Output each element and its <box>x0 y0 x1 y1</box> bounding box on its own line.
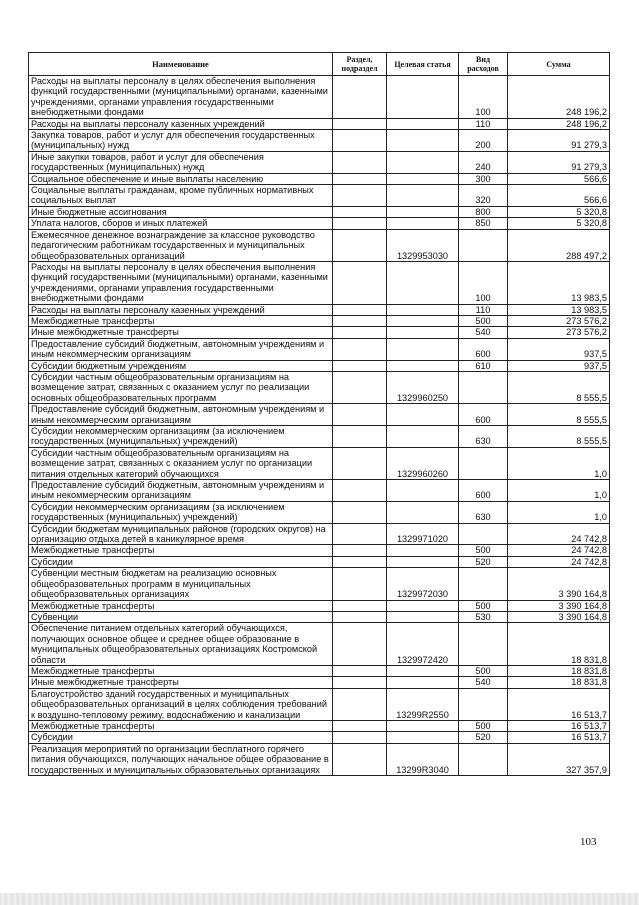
table-header-row <box>29 53 610 76</box>
cell-name: Социальные выплаты гражданам, кроме публичных нормативных социальных выплат <box>29 185 333 207</box>
cell-type: 540 <box>459 327 508 338</box>
cell-type: 520 <box>459 556 508 567</box>
table-row <box>29 480 610 502</box>
cell-target <box>387 480 459 502</box>
cell-type: 500 <box>459 545 508 556</box>
cell-target <box>387 338 459 360</box>
cell-target <box>387 732 459 743</box>
table-row <box>29 218 610 229</box>
cell-name: Межбюджетные трансферты <box>29 600 333 611</box>
cell-section <box>333 304 387 315</box>
cell-target <box>387 360 459 371</box>
cell-name: Расходы на выплаты персоналу казенных учреждений <box>29 304 333 315</box>
cell-sum: 248 196,2 <box>508 118 610 129</box>
cell-type: 300 <box>459 173 508 184</box>
cell-sum: 248 196,2 <box>508 76 610 119</box>
cell-section <box>333 360 387 371</box>
table-row <box>29 185 610 207</box>
cell-section <box>333 371 387 403</box>
cell-type <box>459 229 508 261</box>
cell-sum: 5 320,8 <box>508 206 610 217</box>
cell-sum: 16 513,7 <box>508 720 610 731</box>
cell-type: 200 <box>459 130 508 152</box>
table-row <box>29 568 610 600</box>
cell-type: 600 <box>459 338 508 360</box>
cell-name: Уплата налогов, сборов и иных платежей <box>29 218 333 229</box>
table-body <box>29 76 610 776</box>
cell-section <box>333 743 387 775</box>
cell-sum: 327 357,9 <box>508 743 610 775</box>
table-row <box>29 151 610 173</box>
cell-sum: 24 742,8 <box>508 523 610 545</box>
cell-name: Расходы на выплаты персоналу казенных учреждений <box>29 118 333 129</box>
cell-target: 13299R2550 <box>387 688 459 720</box>
table-row <box>29 173 610 184</box>
cell-name: Предоставление субсидий бюджетным, автономным учреждениям и иным некоммерческим организациям <box>29 480 333 502</box>
cell-type: 110 <box>459 304 508 315</box>
cell-target <box>387 315 459 326</box>
table-row <box>29 665 610 676</box>
cell-name: Закупка товаров, работ и услуг для обеспечения государственных (муниципальных) нужд <box>29 130 333 152</box>
cell-section <box>333 206 387 217</box>
cell-target <box>387 665 459 676</box>
header-type: Вид расходов <box>459 53 508 76</box>
cell-target <box>387 151 459 173</box>
cell-name: Предоставление субсидий бюджетным, автономным учреждениям и иным некоммерческим организациям <box>29 404 333 426</box>
cell-sum: 288 497,2 <box>508 229 610 261</box>
budget-table-sheet <box>28 52 609 776</box>
cell-sum: 1,0 <box>508 480 610 502</box>
cell-name: Предоставление субсидий бюджетным, автономным учреждениям и иным некоммерческим организациям <box>29 338 333 360</box>
table-row <box>29 327 610 338</box>
cell-sum: 24 742,8 <box>508 545 610 556</box>
cell-type: 630 <box>459 426 508 448</box>
cell-sum: 3 390 164,8 <box>508 600 610 611</box>
table-row <box>29 404 610 426</box>
cell-sum: 937,5 <box>508 338 610 360</box>
cell-type: 600 <box>459 404 508 426</box>
cell-name: Расходы на выплаты персоналу в целях обеспечения выполнения функций государственными (муниципальными) органами, казенными учреждениями, органами управления государственными внебюджетными фондами <box>29 76 333 119</box>
table-row <box>29 371 610 403</box>
cell-section <box>333 173 387 184</box>
cell-target <box>387 304 459 315</box>
cell-name: Социальное обеспечение и иные выплаты населению <box>29 173 333 184</box>
table-row <box>29 611 610 622</box>
cell-target <box>387 218 459 229</box>
cell-name: Субсидии бюджетным учреждениям <box>29 360 333 371</box>
cell-sum: 24 742,8 <box>508 556 610 567</box>
cell-section <box>333 732 387 743</box>
cell-sum: 566,6 <box>508 173 610 184</box>
cell-target: 1329960250 <box>387 371 459 403</box>
cell-target <box>387 426 459 448</box>
scan-edge-strip <box>0 893 639 905</box>
cell-type <box>459 743 508 775</box>
cell-name: Ежемесячное денежное вознаграждение за классное руководство педагогическим работникам государственных и муниципальных общеобразовательных организаций <box>29 229 333 261</box>
cell-target <box>387 600 459 611</box>
cell-section <box>333 261 387 304</box>
cell-section <box>333 545 387 556</box>
cell-sum: 3 390 164,8 <box>508 568 610 600</box>
cell-type <box>459 623 508 666</box>
cell-name: Субсидии <box>29 556 333 567</box>
cell-name: Обеспечение питанием отдельных категорий обучающихся, получающих основное общее и среднее общее образование в муниципальных общеобразовательных организациях Костромской области <box>29 623 333 666</box>
cell-section <box>333 677 387 688</box>
table-row <box>29 206 610 217</box>
cell-section <box>333 118 387 129</box>
cell-name: Субвенции местным бюджетам на реализацию основных общеобразовательных программ в муниципальных общеобразовательных организациях <box>29 568 333 600</box>
cell-name: Субвенции <box>29 611 333 622</box>
cell-name: Реализация мероприятий по организации бесплатного горячего питания обучающихся, получающих начальное общее образование в государственных и муниципальных образовательных организациях <box>29 743 333 775</box>
cell-section <box>333 315 387 326</box>
cell-section <box>333 76 387 119</box>
header-sum: Сумма <box>508 53 610 76</box>
cell-type: 600 <box>459 480 508 502</box>
cell-section <box>333 218 387 229</box>
cell-type: 500 <box>459 720 508 731</box>
cell-name: Иные бюджетные ассигнования <box>29 206 333 217</box>
cell-sum: 3 390 164,8 <box>508 611 610 622</box>
cell-type: 540 <box>459 677 508 688</box>
cell-sum: 16 513,7 <box>508 732 610 743</box>
table-row <box>29 556 610 567</box>
cell-type: 800 <box>459 206 508 217</box>
table-row <box>29 304 610 315</box>
cell-name: Иные межбюджетные трансферты <box>29 327 333 338</box>
table-row <box>29 229 610 261</box>
cell-section <box>333 480 387 502</box>
cell-sum: 937,5 <box>508 360 610 371</box>
table-row <box>29 720 610 731</box>
cell-target: 13299R3040 <box>387 743 459 775</box>
cell-name: Субсидии некоммерческим организациям (за исключением государственных (муниципальных) учреждений) <box>29 501 333 523</box>
cell-type <box>459 688 508 720</box>
cell-section <box>333 568 387 600</box>
cell-target <box>387 206 459 217</box>
cell-name: Благоустройство зданий государственных и муниципальных общеобразовательных организаций в целях соблюдения требований к воздушно-тепловому режиму, водоснабжению и канализации <box>29 688 333 720</box>
header-section: Раздел, подраздел <box>333 53 387 76</box>
cell-target <box>387 173 459 184</box>
table-row <box>29 426 610 448</box>
table-row <box>29 76 610 119</box>
cell-type: 320 <box>459 185 508 207</box>
cell-section <box>333 327 387 338</box>
cell-target: 1329960260 <box>387 447 459 479</box>
cell-name: Субсидии <box>29 732 333 743</box>
cell-sum: 16 513,7 <box>508 688 610 720</box>
cell-sum: 91 279,3 <box>508 130 610 152</box>
cell-type: 500 <box>459 315 508 326</box>
cell-target <box>387 556 459 567</box>
cell-section <box>333 151 387 173</box>
cell-section <box>333 665 387 676</box>
cell-type: 530 <box>459 611 508 622</box>
cell-section <box>333 688 387 720</box>
cell-sum: 18 831,8 <box>508 665 610 676</box>
header-target: Целевая статья <box>387 53 459 76</box>
cell-name: Субсидии частным общеобразовательным организациям на возмещение затрат, связанных с оказанием услуг по организации питания отдельных категорий обучающихся <box>29 447 333 479</box>
cell-type: 100 <box>459 76 508 119</box>
table-row <box>29 315 610 326</box>
cell-target <box>387 185 459 207</box>
cell-target <box>387 611 459 622</box>
cell-target <box>387 501 459 523</box>
cell-name: Субсидии бюджетам муниципальных районов (городских округов) на организацию отдыха детей в каникулярное время <box>29 523 333 545</box>
cell-sum: 273 576,2 <box>508 315 610 326</box>
cell-target <box>387 327 459 338</box>
cell-target: 1329972030 <box>387 568 459 600</box>
cell-target <box>387 76 459 119</box>
cell-target <box>387 118 459 129</box>
cell-sum: 8 555,5 <box>508 426 610 448</box>
cell-name: Иные закупки товаров, работ и услуг для обеспечения государственных (муниципальных) нужд <box>29 151 333 173</box>
cell-section <box>333 611 387 622</box>
cell-target <box>387 545 459 556</box>
cell-sum: 8 555,5 <box>508 371 610 403</box>
cell-section <box>333 130 387 152</box>
cell-sum: 18 831,8 <box>508 623 610 666</box>
cell-section <box>333 447 387 479</box>
cell-section <box>333 523 387 545</box>
table-row <box>29 447 610 479</box>
cell-sum: 5 320,8 <box>508 218 610 229</box>
table-row <box>29 501 610 523</box>
cell-sum: 18 831,8 <box>508 677 610 688</box>
table-row <box>29 623 610 666</box>
cell-target <box>387 261 459 304</box>
cell-section <box>333 556 387 567</box>
table-row <box>29 688 610 720</box>
table-row <box>29 360 610 371</box>
cell-section <box>333 338 387 360</box>
cell-name: Субсидии некоммерческим организациям (за исключением государственных (муниципальных) учреждений) <box>29 426 333 448</box>
cell-type <box>459 523 508 545</box>
cell-target <box>387 404 459 426</box>
cell-target: 1329972420 <box>387 623 459 666</box>
table-row <box>29 523 610 545</box>
cell-type: 500 <box>459 600 508 611</box>
cell-target <box>387 720 459 731</box>
cell-type: 630 <box>459 501 508 523</box>
table-row <box>29 545 610 556</box>
cell-type: 610 <box>459 360 508 371</box>
cell-section <box>333 623 387 666</box>
cell-sum: 8 555,5 <box>508 404 610 426</box>
cell-target <box>387 677 459 688</box>
page-number: 103 <box>580 836 597 848</box>
cell-type: 110 <box>459 118 508 129</box>
table-row <box>29 600 610 611</box>
cell-name: Межбюджетные трансферты <box>29 315 333 326</box>
cell-section <box>333 185 387 207</box>
cell-sum: 1,0 <box>508 501 610 523</box>
cell-section <box>333 426 387 448</box>
cell-type <box>459 447 508 479</box>
cell-name: Межбюджетные трансферты <box>29 720 333 731</box>
cell-sum: 1,0 <box>508 447 610 479</box>
cell-section <box>333 404 387 426</box>
table-row <box>29 261 610 304</box>
cell-type <box>459 568 508 600</box>
cell-sum: 13 983,5 <box>508 261 610 304</box>
cell-type: 500 <box>459 665 508 676</box>
cell-type <box>459 371 508 403</box>
cell-sum: 273 576,2 <box>508 327 610 338</box>
cell-type: 850 <box>459 218 508 229</box>
cell-name: Субсидии частным общеобразовательным организациям на возмещение затрат, связанных с оказанием услуг по реализации основных общеобразовательных программ <box>29 371 333 403</box>
cell-type: 100 <box>459 261 508 304</box>
cell-section <box>333 501 387 523</box>
header-name: Наименование <box>29 53 333 76</box>
cell-name: Иные межбюджетные трансферты <box>29 677 333 688</box>
cell-sum: 566,6 <box>508 185 610 207</box>
table-row <box>29 118 610 129</box>
cell-section <box>333 600 387 611</box>
table-row <box>29 338 610 360</box>
table-row <box>29 677 610 688</box>
table-row <box>29 130 610 152</box>
cell-type: 520 <box>459 732 508 743</box>
table-row <box>29 732 610 743</box>
cell-section <box>333 229 387 261</box>
budget-table <box>28 52 610 776</box>
cell-sum: 13 983,5 <box>508 304 610 315</box>
cell-name: Межбюджетные трансферты <box>29 545 333 556</box>
table-row <box>29 743 610 775</box>
cell-name: Расходы на выплаты персоналу в целях обеспечения выполнения функций государственными (муниципальными) органами, казенными учреждениями, органами управления государственными внебюджетными фондами <box>29 261 333 304</box>
cell-target: 1329953030 <box>387 229 459 261</box>
cell-type: 240 <box>459 151 508 173</box>
cell-target: 1329971020 <box>387 523 459 545</box>
cell-section <box>333 720 387 731</box>
cell-sum: 91 279,3 <box>508 151 610 173</box>
cell-target <box>387 130 459 152</box>
cell-name: Межбюджетные трансферты <box>29 665 333 676</box>
